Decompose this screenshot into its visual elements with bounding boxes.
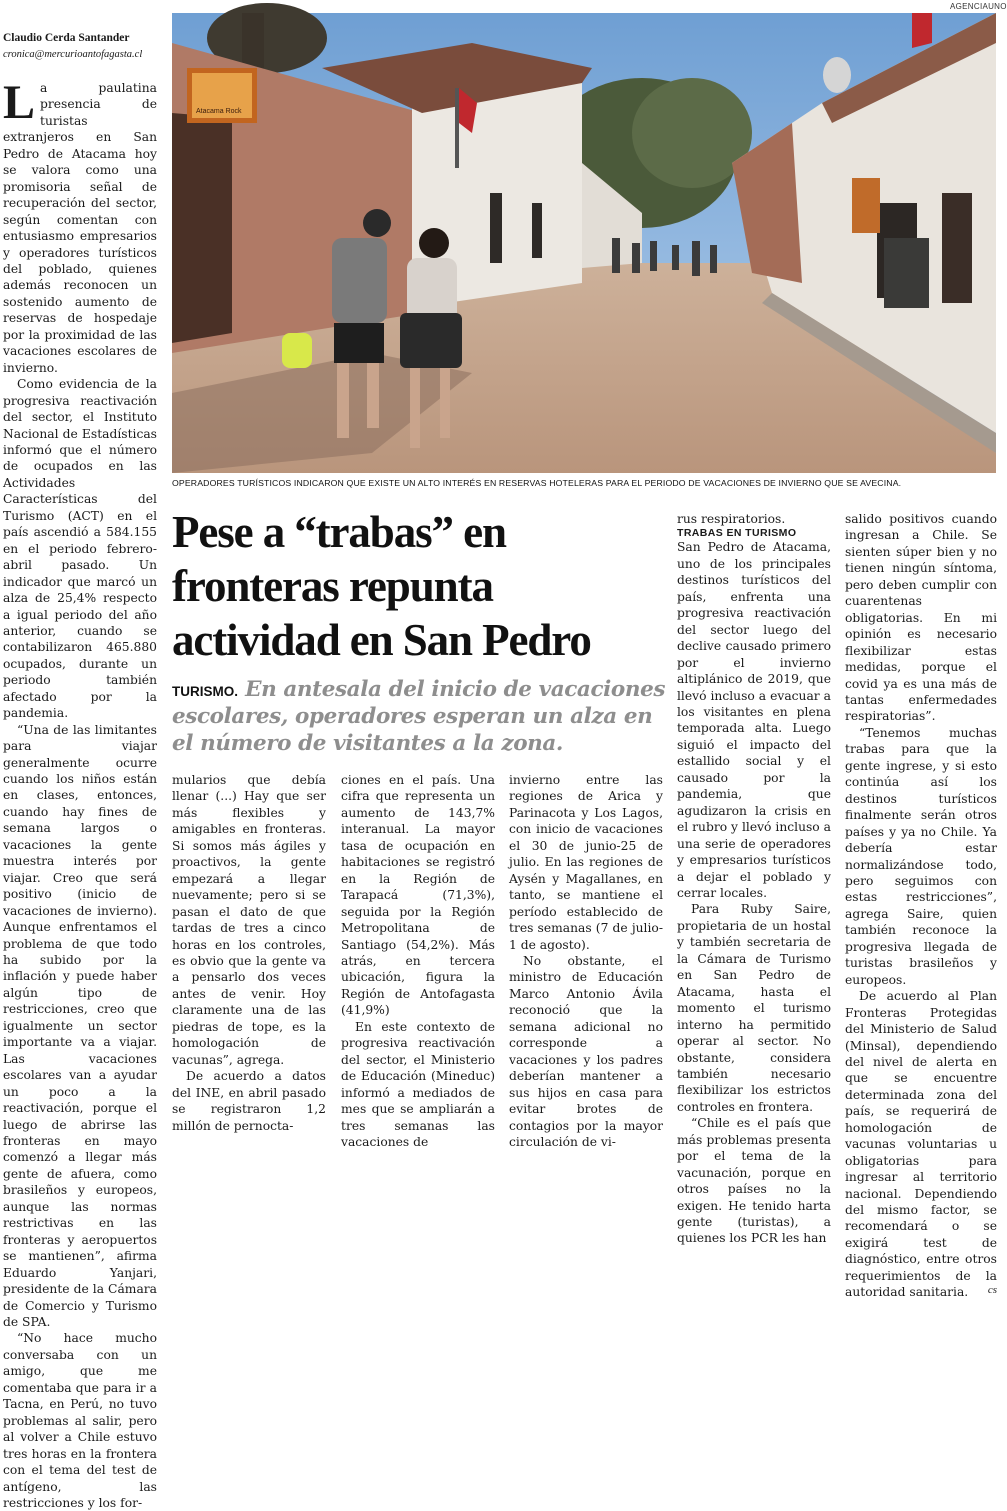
article-paragraph: En este contexto de progresiva reactivación del sector, el Ministerio de Educación (Mineduc) informó a mediados de mes que se ampliarán a tres semanas las vacaciones de: [341, 1019, 495, 1149]
article-paragraph: De acuerdo al Plan Fronteras Protegidas del Ministerio de Salud (Minsal), dependiendo del nivel de alerta en que se encuentre determinada zona del país, se requerirá de homologación de vacunas voluntarias u obligatorias para ingresar al territorio nacional. Dependiendo del mismo factor, se recomendará o se exigirá test de diagnóstico, entre otros requerimientos de la autoridad sanitaria. cs: [845, 989, 997, 1300]
article-paragraph: San Pedro de Atacama, uno de los principales destinos turísticos del país, enfrenta una progresiva reactivación del sector luego del declive causado primero por el invierno altiplánico de 2019, que llevó incluso a evacuar a los visitantes en plena temporada alta. Luego siguió el impacto del estallido social y el causado por la pandemia, que agudizaron la crisis en el rubro y llevó incluso a una serie de operadores y empresarios turísticos a dejar el poblado y cerrar locales.: [677, 540, 831, 900]
article-paragraph: “Tenemos muchas trabas para que la gente ingrese, y si esto continúa así los destinos turísticos finalmente serán otros países y ya no Chile. Ya debería estar normalizándose todo, pero seguimos con estas restricciones”, agrega Saire, quien también reconoce la progresiva llegada de turistas brasileños y europeos.: [845, 725, 997, 987]
article-paragraph: invierno entre las regiones de Arica y Parinacota y Los Lagos, con inicio de vacaciones el 30 de junio-25 de julio. En las regiones de Aysén y Magallanes, en tanto, se mantiene el período establecido de tres semanas (7 de julio-1 de agosto).: [509, 773, 663, 952]
article-paragraph: No obstante, el ministro de Educación Marco Antonio Ávila reconoció que la semana adicional no corresponde a vacaciones y los padres deberían mantener a sus hijos en casa para evitar brotes de contagios por la mayor circulación de vi-: [509, 953, 663, 1149]
article-paragraph: De acuerdo a datos del INE, en abril pasado se registraron 1,2 millón de pernocta-: [172, 1069, 326, 1133]
article-paragraph: “Una de las limitantes para viajar generalmente ocurre cuando los niños están en clases, entonces, cuando hay fines de semana largos o vacaciones la gente muestra interés por viajar. Creo que será positivo (inicio de vacaciones de invierno). Aunque enfrentamos el problema de que todo ha subido por la inflación y puede haber algún tipo de restricciones, creo que igualmente un sector importante va a viajar. Las vacaciones escolares van a ayudar un poco a la reactivación, porque el luego de abrirse las fronteras en mayo comenzó a llegar más gente de afuera, como brasileños y europeos, aunque las normas restrictivas en las fronteras y aeropuertos se mantienen”, afirma Eduardo Yanjari, presidente de la Cámara de Comercio y Turismo de SPA.: [3, 722, 157, 1329]
author-name: Claudio Cerda Santander: [3, 32, 130, 44]
shop-sign-text: Atacama Rock: [196, 108, 242, 115]
article-column-2: [172, 772, 326, 1133]
end-mark: cs: [987, 1284, 997, 1297]
article-paragraph: rus respiratorios.: [677, 512, 786, 526]
section-heading: TRABAS EN TURISMO: [677, 527, 797, 540]
headline: Pese a “trabas” en fronteras repunta actividad en San Pedro: [172, 507, 591, 665]
kicker: TURISMO.: [172, 684, 238, 699]
article-paragraph: Como evidencia de la progresiva reactivación del sector, el Instituto Nacional de Estadísticas informó que el número de ocupados en las Actividades Características del Turismo (ACT) en el país ascendió a 584.155 en el periodo febrero-abril pasado. Un indicador que marcó un alza de 25,4% respecto a igual periodo del año anterior, cuando se contabilizaron 465.880 ocupados, durante un periodo también afectado por la pandemia.: [3, 377, 157, 721]
subheadline: [172, 676, 667, 757]
article-column-3: [341, 772, 495, 1149]
author-email: cronica@mercurioantofagasta.cl: [3, 49, 143, 60]
photo-credit: AGENCIAUNO: [950, 2, 1007, 11]
article-paragraph: Para Ruby Saire, propietaria de un hostal y también secretaria de la Cámara de Turismo en San Pedro de Atacama, hasta el momento el turismo interno ha permitido operar al sector. No obstante, considera también necesario flexibilizar los estrictos controles en frontera.: [677, 902, 831, 1114]
article-paragraph: La paulatina presencia de turistas extranjeros en San Pedro de Atacama hoy se valora como una promisoria señal de recuperación del sector, según comentan con entusiasmo empresarios y operadores turísticos del poblado, quienes además reconocen un sostenido aumento de reservas de hospedaje por la proximidad de las vacaciones escolares de invierno.: [3, 76, 157, 375]
article-paragraph: mularios que debía llenar (...) Hay que ser más flexibles y amigables en fronteras. Si somos más ágiles y proactivos, la gente empezará a llegar nuevamente; pero si se pasan el dato de que tardas de tres a cinco horas en los controles, es obvio que la gente va a pensarlo dos veces antes de venir. Hoy claramente una de las piedras de tope, es la homologación de vacunas”, agrega.: [172, 773, 326, 1067]
article-paragraph: salido positivos cuando ingresan a Chile. Se sienten súper bien y no tienen ningún síntoma, pero deben cumplir con cuarentenas obligatorias. En mi opinión es necesario flexibilizar estas medidas, porque el covid ya es una más de tantas enfermedades respiratorias”.: [845, 512, 997, 724]
article-column-5: [677, 511, 831, 1246]
article-column-4: [509, 772, 663, 1149]
article-column-1: [3, 76, 157, 1510]
article-paragraph: “No hace mucho conversaba con un amigo, que me comentaba que para ir a Tacna, en Perú, no tuvo problemas al salir, pero al volver a Chile estuvo tres horas en la frontera con el tema del test de antígeno, las restricciones y los for-: [3, 1331, 157, 1510]
article-column-6: [845, 511, 997, 1300]
photo-caption: OPERADORES TURÍSTICOS INDICARON QUE EXISTE UN ALTO INTERÉS EN RESERVAS HOTELERAS PARA EL PERIODO DE VACACIONES DE INVIERNO QUE SE AVECINA.: [172, 478, 902, 488]
drop-cap: L: [3, 76, 36, 129]
subheadline-text: En antesala del inicio de vacaciones escolares, operadores esperan un alza en el número de visitantes a la zona.: [172, 677, 666, 756]
article-paragraph: “Chile es el país que más problemas presenta por el tema de la vacunación, porque en otros países no la exigen. He tenido harta gente (turistas), a quienes los PCR les han: [677, 1116, 831, 1246]
article-paragraph: ciones en el país. Una cifra que representa un aumento de 143,7% interanual. La mayor tasa de ocupación en habitaciones se registró en la Región de Tarapacá (71,3%), seguida por la Región Metropolitana de Santiago (54,2%). Más atrás, en tercera ubicación, figura la Región de Antofagasta (41,9%): [341, 773, 495, 1018]
street-photo: [172, 13, 996, 473]
